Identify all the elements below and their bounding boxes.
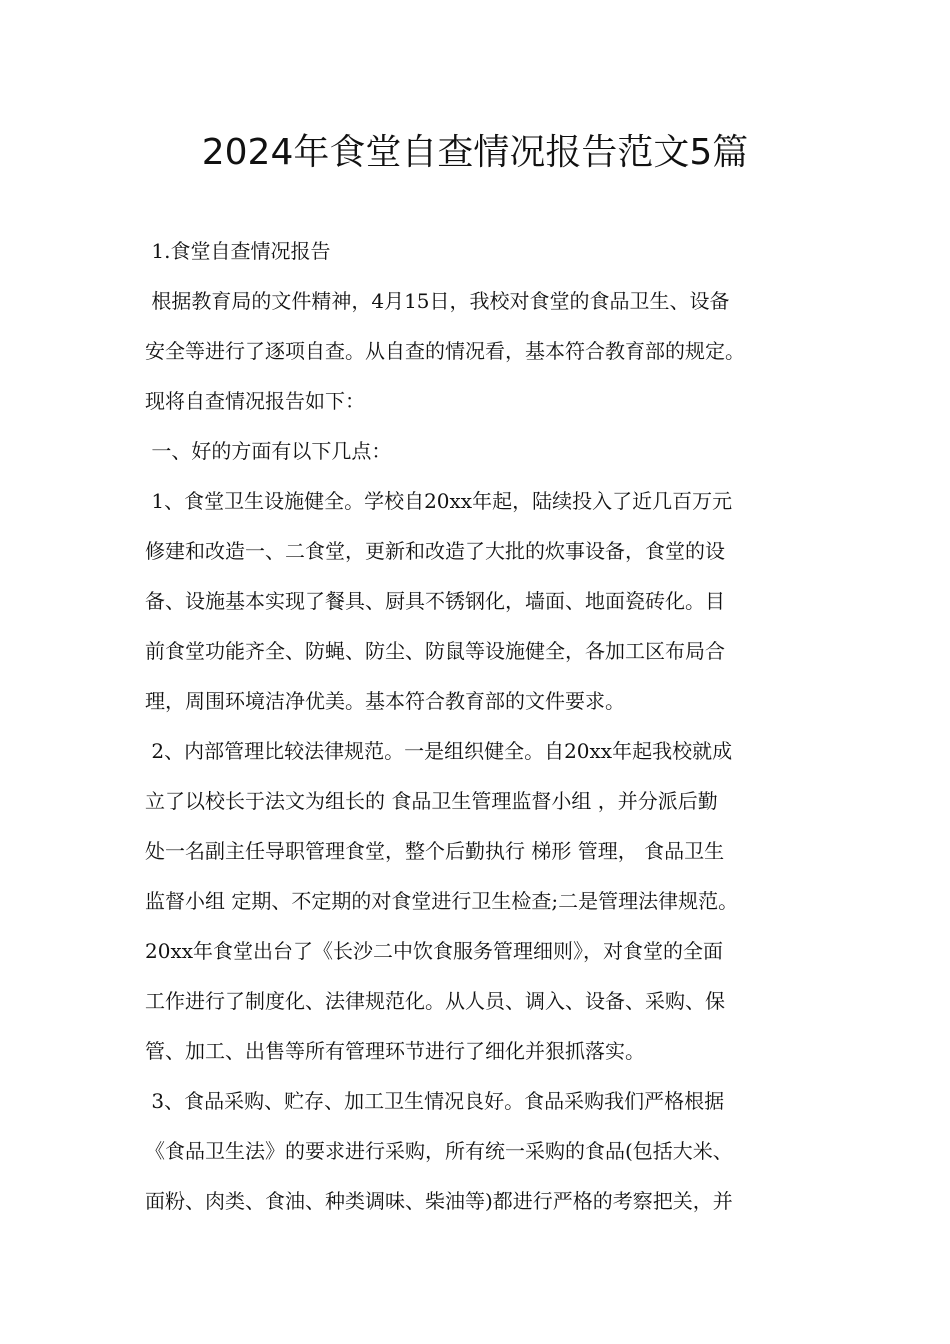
body-line: 现将自查情况报告如下： bbox=[145, 389, 365, 413]
body-line: 前食堂功能齐全、防蝇、防尘、防鼠等设施健全，各加工区布局合 bbox=[145, 639, 725, 663]
body-line: 面粉、肉类、食油、种类调味、柴油等)都进行严格的考察把关，并 bbox=[145, 1189, 733, 1213]
body-line: 安全等进行了逐项自查。从自查的情况看，基本符合教育部的规定。 bbox=[145, 339, 745, 363]
body-line: 工作进行了制度化、法律规范化。从人员、调入、设备、采购、保 bbox=[145, 989, 725, 1013]
body-line: 一、好的方面有以下几点： bbox=[145, 439, 392, 463]
body-line: 立了以校长于法文为组长的 食品卫生管理监督小组 ，并分派后勤 bbox=[145, 789, 718, 813]
body-line: 3、食品采购、贮存、加工卫生情况良好。食品采购我们严格根据 bbox=[145, 1089, 725, 1113]
body-line: 备、设施基本实现了餐具、厨具不锈钢化，墙面、地面瓷砖化。目 bbox=[145, 589, 725, 613]
document-body bbox=[145, 226, 835, 1226]
body-line: 根据教育局的文件精神，4月15日，我校对食堂的食品卫生、设备 bbox=[145, 289, 730, 313]
body-line: 处一名副主任导职管理食堂，整个后勤执行 梯形 管理， 食品卫生 bbox=[145, 839, 725, 863]
body-line: 管、加工、出售等所有管理环节进行了细化并狠抓落实。 bbox=[145, 1039, 645, 1063]
body-line: 理，周围环境洁净优美。基本符合教育部的文件要求。 bbox=[145, 689, 625, 713]
body-line: 1、食堂卫生设施健全。学校自20xx年起，陆续投入了近几百万元 bbox=[145, 489, 733, 513]
body-line: 20xx年食堂出台了《长沙二中饮食服务管理细则》，对食堂的全面 bbox=[145, 939, 724, 963]
body-line: 修建和改造一、二食堂，更新和改造了大批的炊事设备，食堂的设 bbox=[145, 539, 725, 563]
body-line: 《食品卫生法》的要求进行采购，所有统一采购的食品(包括大米、 bbox=[145, 1139, 733, 1163]
document-title: 2024年食堂自查情况报告范文5篇 bbox=[201, 132, 749, 173]
body-line: 监督小组 定期、不定期的对食堂进行卫生检查;二是管理法律规范。 bbox=[145, 889, 739, 913]
body-line: 2、内部管理比较法律规范。一是组织健全。自20xx年起我校就成 bbox=[145, 739, 733, 763]
body-line: 1.食堂自查情况报告 bbox=[145, 239, 331, 263]
